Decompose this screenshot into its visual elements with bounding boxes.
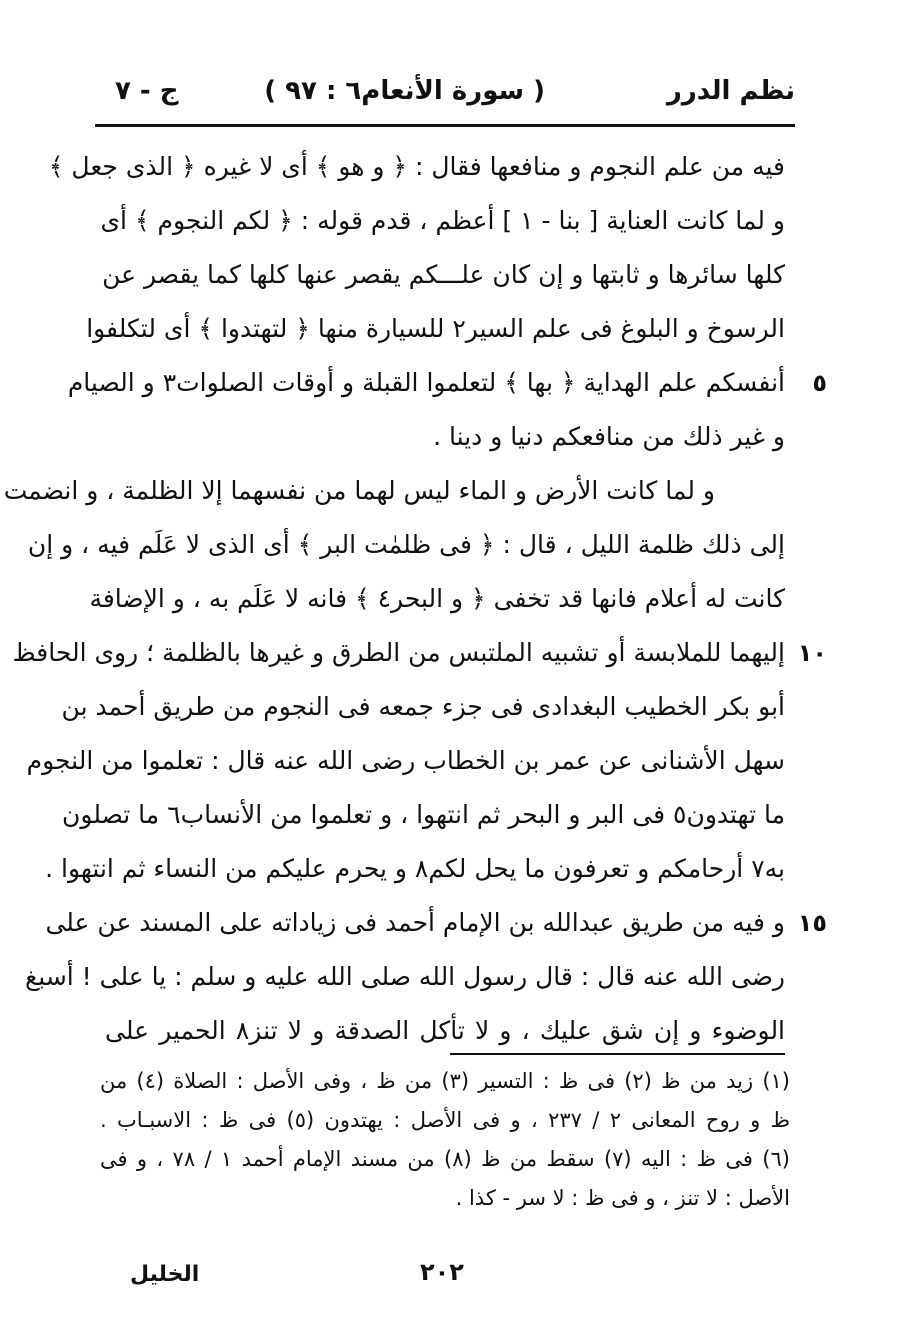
footnote-line: (١) زيد من ظ (٢) فى ظ : التسير (٣) من ظ ، وفى الأصل : الصلاة (٤) من — [100, 1069, 790, 1093]
line-number: ١٥ — [797, 909, 827, 937]
text-line-content: الوضوء و إن شق عليك ، و لا تأكل الصدقة و لا تنز٨ الحمير على — [105, 1016, 786, 1045]
text-line-content: به٧ أرحامكم و تعرفون ما يحل لكم٨ و يحرم عليكم من النساء ثم انتهوا . — [45, 854, 785, 883]
page-number: ٢٠٢ — [420, 1258, 464, 1286]
text-line-content: رضى الله عنه قال : قال رسول الله صلى الله عليه و سلم : يا على ! أسبغ — [24, 962, 785, 991]
text-line — [89, 572, 785, 626]
footnote-rule — [450, 1053, 785, 1055]
text-line-content: إليهما للملابسة أو تشبيه الملتبس من الطرق و غيرها بالظلمة ؛ روى الحافظ — [12, 638, 785, 667]
text-line-content: كانت له أعلام فانها قد تخفى ﴿ و البحر٤ ﴾ فانه لا عَلَم به ، و الإضافة — [89, 584, 785, 613]
running-header — [95, 72, 795, 120]
text-line — [100, 194, 785, 248]
text-line — [26, 734, 785, 788]
text-line — [45, 842, 785, 896]
text-line-content: و لما كانت العناية [ بنا - ١ ] أعظم ، قدم قوله : ﴿ لكم النجوم ﴾ أى — [100, 206, 785, 235]
book-title: نظم الدرر — [666, 76, 795, 106]
surah-reference: ( سورة الأنعام٦ : ٩٧ ) — [264, 76, 545, 106]
text-line — [3, 464, 785, 518]
line-number: ٥ — [812, 369, 827, 397]
text-line-content: و فيه من طريق عبدالله بن الإمام أحمد فى زياداته على المسند عن على — [45, 908, 785, 937]
text-line-content: أبو بكر الخطيب البغدادى فى جزء جمعه فى النجوم من طريق أحمد بن — [61, 692, 785, 721]
text-line — [102, 248, 785, 302]
text-line-content: أنفسكم علم الهداية ﴿ بها ﴾ لتعلموا القبلة و أوقات الصلوات٣ و الصيام — [67, 368, 785, 397]
footnotes — [100, 1062, 790, 1218]
footnote-line: (٦) فى ظ : اليه (٧) سقط من ظ (٨) من مسند الإمام أحمد ١ / ٧٨ ، و فى — [100, 1147, 790, 1171]
main-text — [3, 140, 827, 1058]
text-line-content: الرسوخ و البلوغ فى علم السير٢ للسيارة منها ﴿ لتهتدوا ﴾ أى لتكلفوا — [86, 314, 785, 343]
text-line — [62, 788, 785, 842]
header-rule — [95, 124, 795, 127]
footnote-line: ظ و روح المعانى ٢ / ٢٣٧ ، و فى الأصل : يهتدون (٥) فى ظ : الاسبـاب . — [100, 1108, 790, 1132]
text-line — [105, 410, 785, 464]
text-line — [86, 302, 785, 356]
line-number: ١٠ — [797, 639, 827, 667]
text-line-content: و غير ذلك من منافعكم دنيا و دينا . — [433, 422, 785, 451]
text-line — [12, 626, 827, 680]
text-line — [67, 356, 827, 410]
text-line — [27, 518, 785, 572]
text-line — [105, 1004, 785, 1058]
text-line — [61, 680, 785, 734]
text-line — [24, 950, 785, 1004]
text-line-content: ما تهتدون٥ فى البر و البحر ثم انتهوا ، و تعلموا من الأنساب٦ ما تصلون — [62, 800, 785, 829]
text-line — [45, 896, 827, 950]
text-line-content: فيه من علم النجوم و منافعها فقال : ﴿ و هو ﴾ أى لا غيره ﴿ الذى جعل ﴾ — [48, 152, 785, 181]
signature: الخليل — [130, 1262, 200, 1287]
text-line-content: و لما كانت الأرض و الماء ليس لهما من نفسهما إلا الظلمة ، و انضمت — [3, 476, 715, 505]
text-line-content: كلها سائرها و ثابتها و إن كان علـــكم يقصر عنها كلها كما يقصر عن — [102, 260, 785, 289]
text-line — [48, 140, 785, 194]
text-line-content: سهل الأشنانى عن عمر بن الخطاب رضى الله عنه قال : تعلموا من النجوم — [26, 746, 785, 775]
volume-number: ج - ٧ — [115, 76, 179, 106]
footnote-line: الأصل : لا تنز ، و فى ظ : لا سر - كذا . — [455, 1186, 790, 1210]
text-line-content: إلى ذلك ظلمة الليل ، قال : ﴿ فى ظلمٰت البر ﴾ أى الذى لا عَلَم فيه ، و إن — [27, 530, 785, 559]
